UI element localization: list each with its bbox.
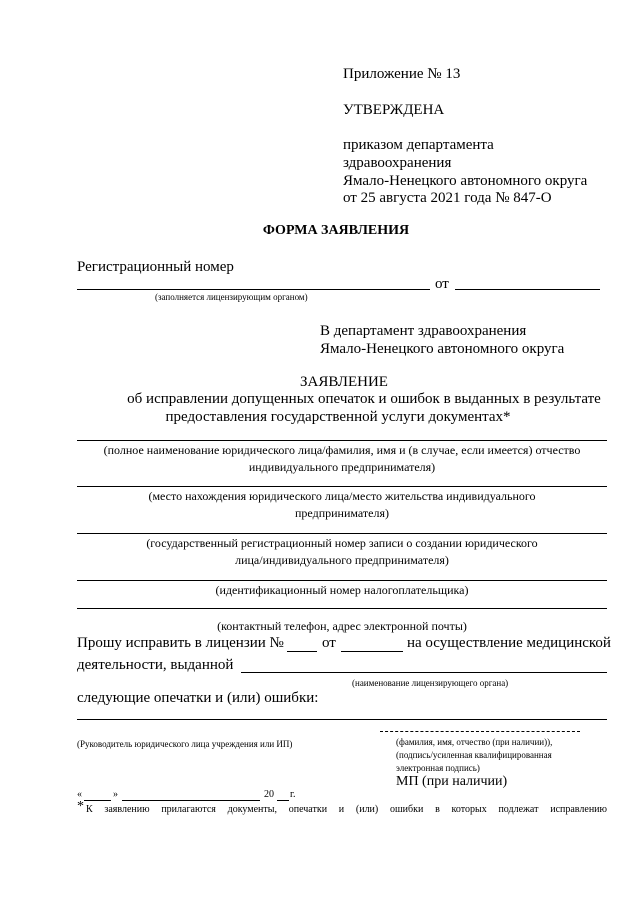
applicant-name-hint-1: (полное наименование юридического лица/фамилия, имя и (в случае, если имеется) отчество [103,443,581,457]
request-text-4: следующие опечатки и (или) ошибки: [77,690,319,706]
name-hint-2: (подпись/усиленная квалифицированная [396,750,552,760]
registration-label: Регистрационный номер [77,259,234,275]
date-day-line[interactable] [84,800,111,801]
address-line[interactable] [77,486,607,487]
applicant-name-hint-2: индивидуального предпринимателя) [248,460,436,474]
license-number-line[interactable] [287,651,317,652]
license-date-line[interactable] [341,651,403,652]
date-year-prefix: 20 [264,789,274,800]
contact-line[interactable] [77,608,607,609]
applicant-name-line[interactable] [77,440,607,441]
registration-record-line[interactable] [77,533,607,534]
date-year-line[interactable] [277,800,289,801]
registration-record-hint-1: (государственный регистрационный номер записи о создании юридического [146,536,538,550]
issuer-line[interactable] [241,672,607,673]
address-hint-1: (место нахождения юридического лица/место жительства индивидуального [148,489,536,503]
registration-record-hint-2: лица/индивидуального предпринимателя) [235,553,449,567]
appendix-number: Приложение № 13 [343,66,461,82]
recipient-line-2: Ямало-Ненецкого автономного округа [320,341,565,357]
request-text-1: Прошу исправить в лицензии № [77,635,284,651]
statement-subtitle-2: предоставления государственной услуги документах* [165,409,511,425]
taxpayer-id-hint: (идентификационный номер налогоплательщика) [215,583,469,597]
recipient-line-1: В департамент здравоохранения [320,323,527,339]
date-open-quote: « [77,789,82,800]
statement-title: ЗАЯВЛЕНИЕ [300,374,388,390]
date-year-suffix: г. [290,789,296,800]
registration-date-line[interactable] [455,289,600,290]
signature-dashed-line[interactable] [380,731,580,732]
registration-hint: (заполняется лицензирующим органом) [155,292,308,302]
name-hint-1: (фамилия, имя, отчество (при наличии)), [396,737,553,747]
request-from-word: от [322,635,336,651]
head-hint: (Руководитель юридического лица учреждения или ИП) [77,739,293,749]
footnote-star: * [77,799,84,814]
registration-number-line[interactable] [77,289,430,290]
date-month-line[interactable] [122,800,260,801]
issuer-hint: (наименование лицензирующего органа) [352,678,509,688]
order-line-1: приказом департамента [343,137,494,153]
order-line-4: от 25 августа 2021 года № 847-О [343,190,552,206]
date-close-quote: » [113,789,118,800]
statement-subtitle-1: об исправлении допущенных опечаток и ошибок в выданных в результате [127,391,601,407]
name-hint-3: электронная подпись) [396,763,480,773]
approved-heading: УТВЕРЖДЕНА [343,102,445,118]
request-text-2: на осуществление медицинской [407,635,611,651]
order-line-3: Ямало-Ненецкого автономного округа [343,173,588,189]
footnote-text: К заявлению прилагаются документы, опечатки и (или) ошибки в которых подлежат исправлению [86,804,607,815]
order-line-2: здравоохранения [343,155,452,171]
taxpayer-id-line[interactable] [77,580,607,581]
registration-from-word: от [435,276,449,292]
seal-label: МП (при наличии) [396,774,508,789]
errors-line[interactable] [77,719,607,720]
form-title: ФОРМА ЗАЯВЛЕНИЯ [262,223,410,238]
request-text-3: деятельности, выданной [77,657,234,673]
address-hint-2: предпринимателя) [295,506,389,520]
contact-hint: (контактный телефон, адрес электронной почты) [217,619,467,633]
